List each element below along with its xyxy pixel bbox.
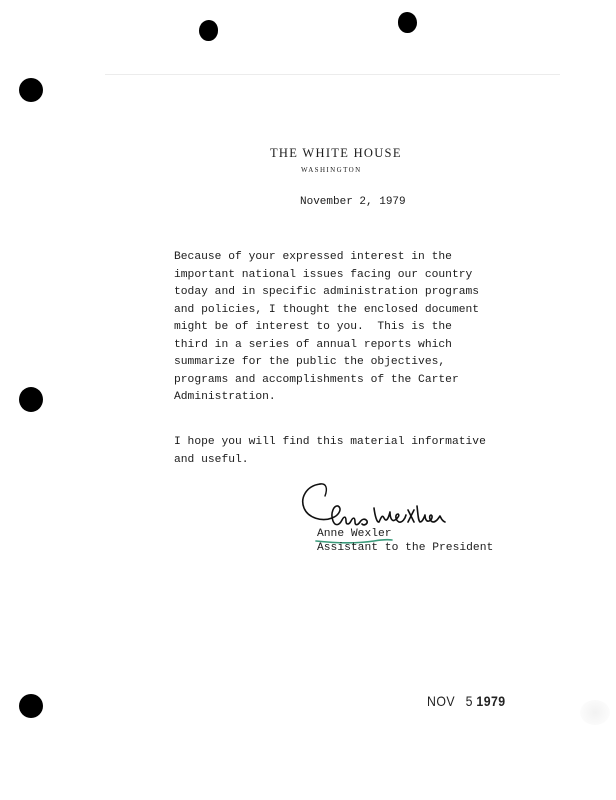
signatory-name: Anne Wexler: [317, 528, 392, 540]
body-line: I hope you will find this material informative: [174, 436, 486, 448]
body-line: third in a series of annual reports which: [174, 338, 452, 351]
paper-smudge: [580, 700, 610, 725]
body-paragraph-1: [174, 249, 479, 407]
body-line: Because of your expressed interest in the: [174, 251, 452, 263]
stamp-day: 5: [465, 693, 473, 709]
punch-hole-left-middle: [19, 387, 43, 412]
punch-hole-left-top: [19, 78, 43, 102]
body-line: important national issues facing our country: [174, 268, 473, 281]
body-line: programs and accomplishments of the Carter: [174, 373, 459, 386]
paper-fold-line: [105, 74, 560, 75]
body-line: today and in specific administration programs: [174, 286, 480, 298]
received-date-stamp: [427, 693, 506, 709]
body-line: and useful.: [174, 453, 249, 466]
letterhead-title: THE WHITE HOUSE: [270, 146, 402, 160]
body-line: Administration.: [174, 391, 276, 403]
signatory-title: Assistant to the President: [317, 542, 494, 554]
punch-hole-top-left: [199, 20, 218, 41]
stamp-month: NOV: [427, 693, 456, 709]
letterhead-subtitle: WASHINGTON: [301, 166, 362, 174]
body-line: and policies, I thought the enclosed document: [174, 303, 480, 316]
punch-hole-top-right: [398, 12, 417, 33]
letter-date: November 2, 1979: [300, 196, 406, 208]
body-paragraph-2: [174, 434, 486, 469]
body-line: summarize for the public the objectives,: [174, 356, 446, 368]
stamp-year: 1979: [476, 693, 506, 709]
punch-hole-left-bottom: [19, 694, 43, 718]
body-line: might be of interest to you. This is the: [174, 321, 452, 333]
